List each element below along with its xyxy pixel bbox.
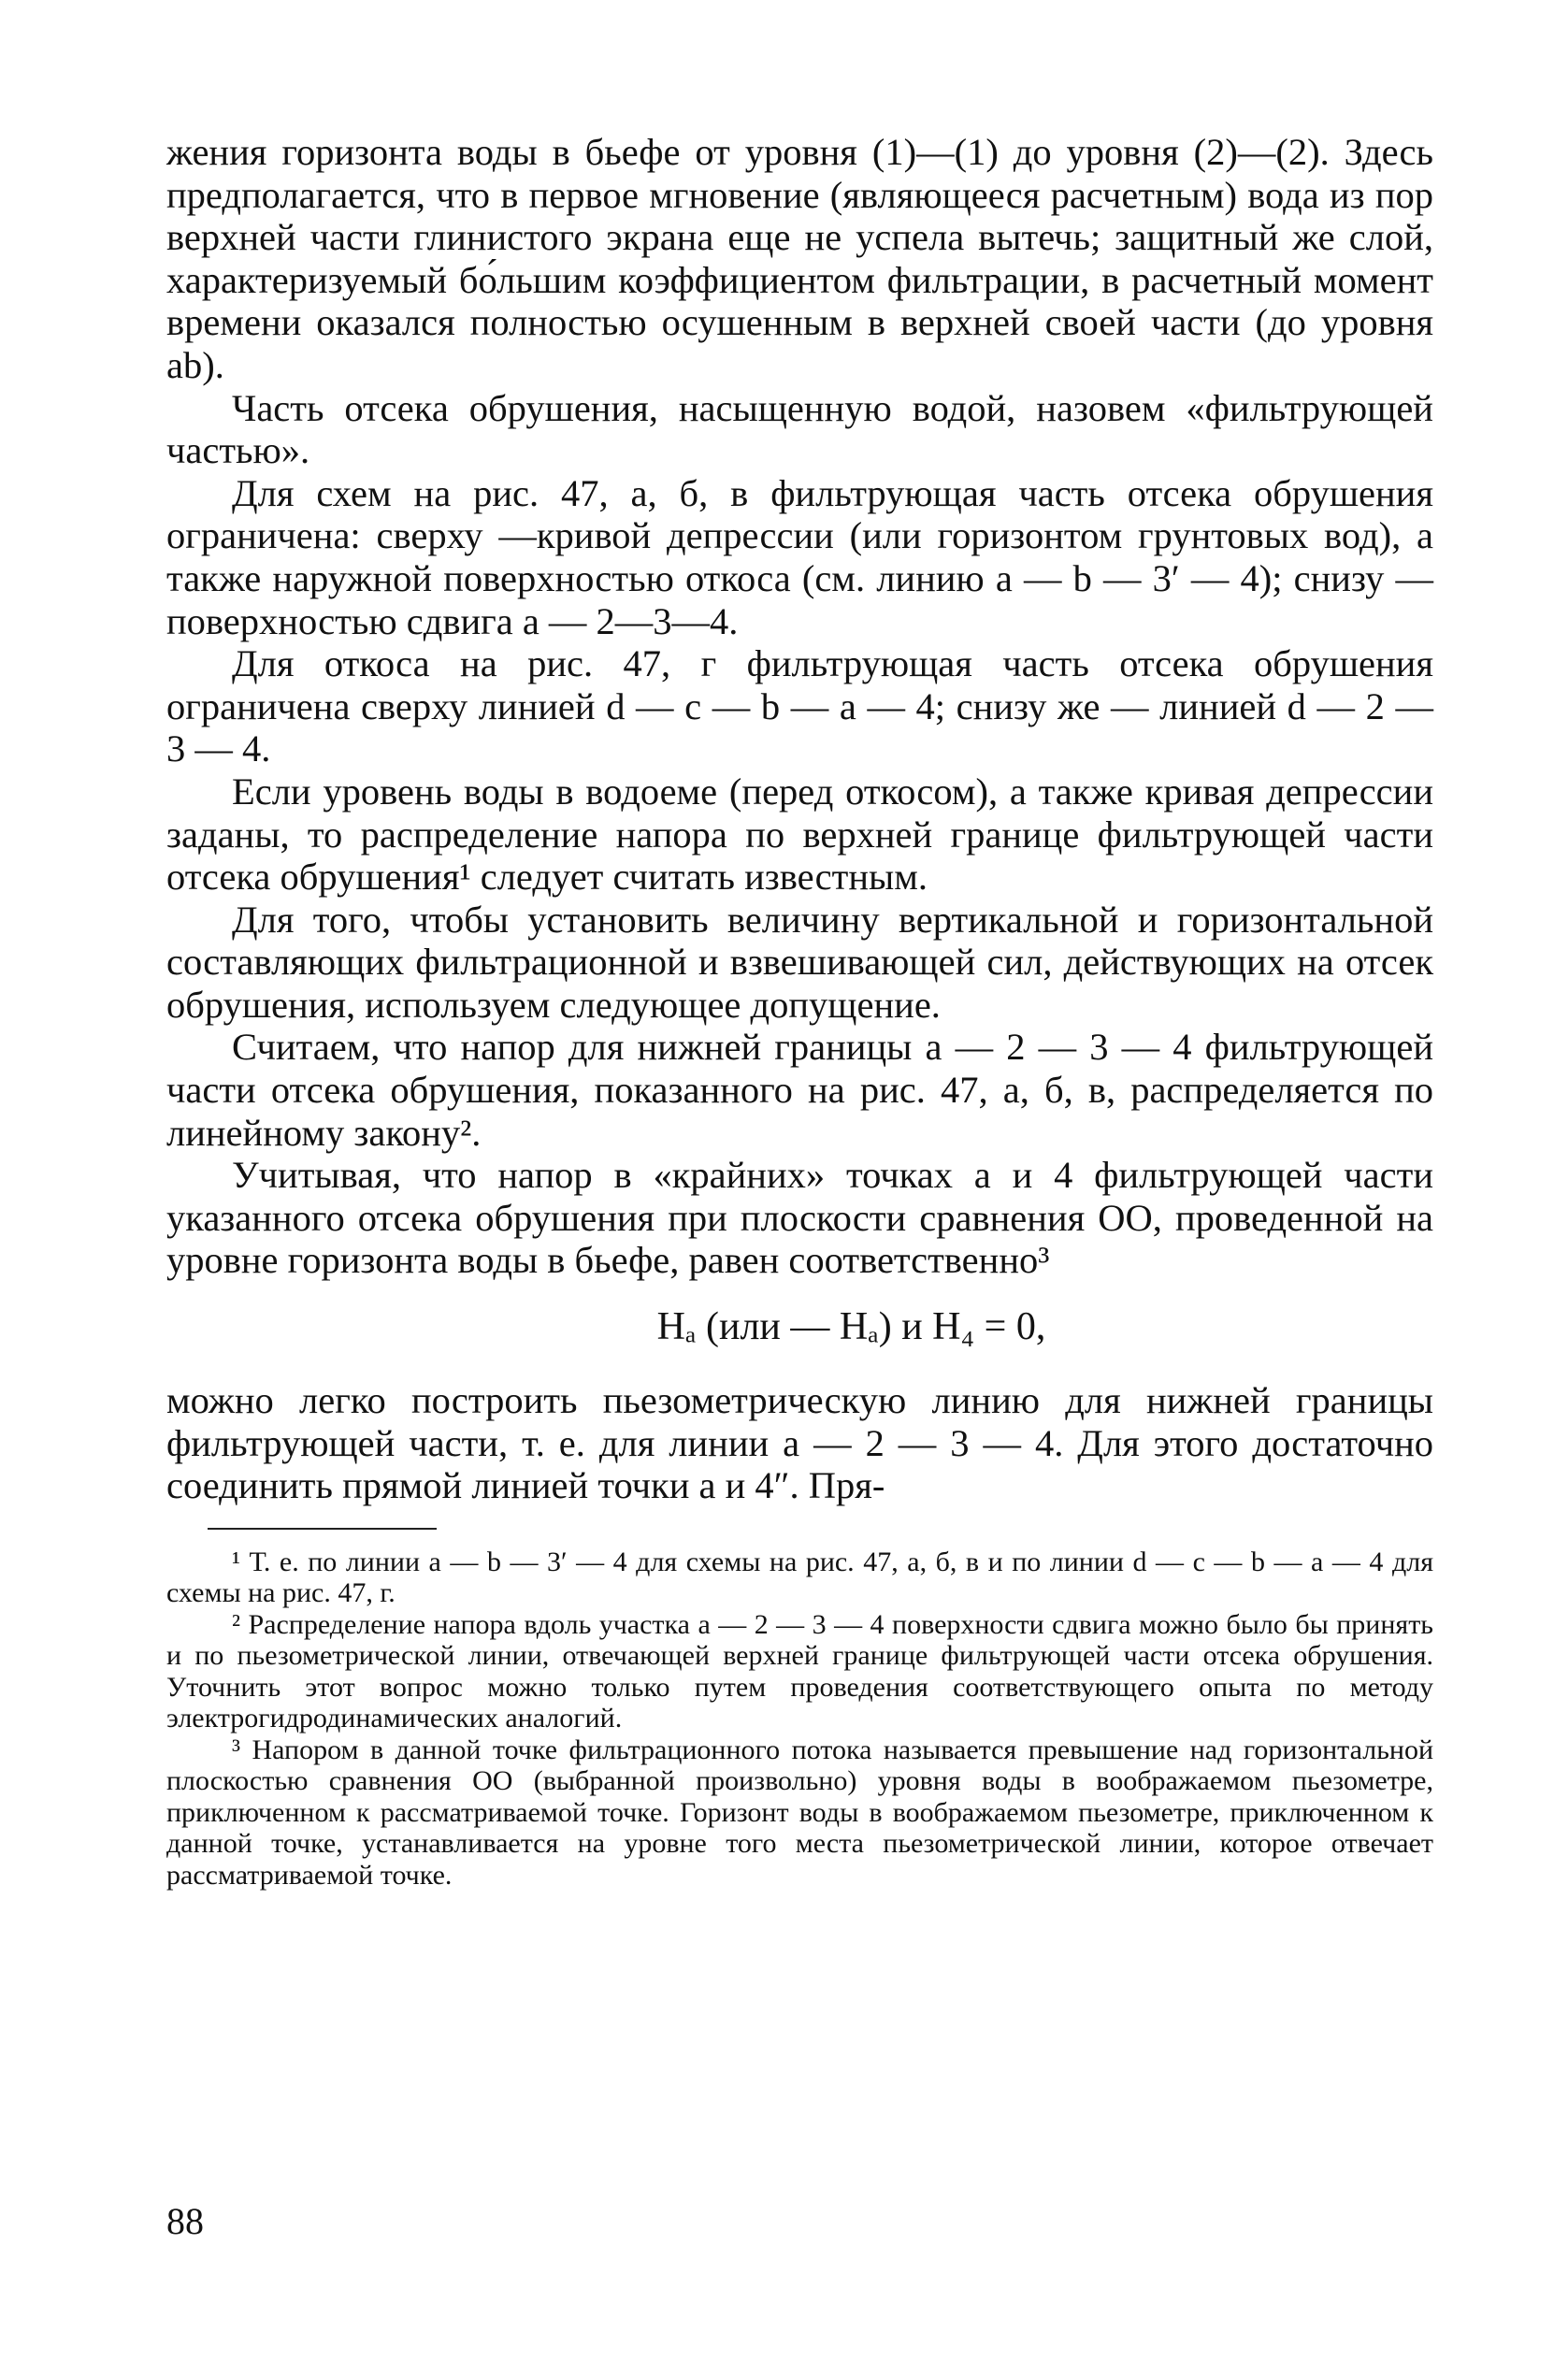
paragraph-water-level: Если уровень воды в водоеме (перед откосом), а также кривая депрессии заданы, то распределение напора по верхней границе фильтрующей части отсека обрушения¹ следует считать известным. <box>166 770 1433 899</box>
page-number: 88 <box>166 2200 204 2242</box>
paragraph-continuation: жения горизонта воды в бьефе от уровня (1)—(1) до уровня (2)—(2). Здесь предполагается, что в первое мгновение (являющееся расчетным) вода из пор верхней части глинистого экрана еще не успела вытечь; защитный же слой, характеризуемый бо́льшим коэффициентом фильтрации, в расчетный момент времени оказался полностью осушенным в верхней своей части (до уровня ab). <box>166 131 1433 386</box>
footnote-separator <box>208 1528 437 1530</box>
paragraph-slope-g: Для откоса на рис. 47, г фильтрующая часть отсека обрушения ограничена сверху линией d — c — b — a — 4; снизу же — линией d — 2 — 3 — 4. <box>166 642 1433 770</box>
footnote-2: ² Распределение напора вдоль участка а — 2 — 3 — 4 поверхности сдвига можно было бы принять и по пьезометрической линии, отвечающей верхней границе фильтрующей части отсека обрушения. Уточнить этот вопрос можно только путем проведения соответствующего опыта по методу электрогидродинамических аналогий. <box>166 1608 1433 1734</box>
paragraph-assumption: Для того, чтобы установить величину вертикальной и горизонтальной составляющих фильтрационной и взвешивающей сил, действующих на отсек обрушения, используем следующее допущение. <box>166 898 1433 1026</box>
footnote-3: ³ Напором в данной точке фильтрационного потока называется превышение над горизонтальной плоскостью сравнения OO (выбранной произвольно) уровня воды в воображаемом пьезометре, приключенном к рассматриваемой точке. Горизонт воды в воображаемом пьезометре, приключенном к данной точке, устанавливается на уровне того места пьезометрической линии, которое отвечает рассматриваемой точке. <box>166 1734 1433 1891</box>
formula-head: Hₐ (или — Hₐ) и H₄ = 0, <box>656 1305 1046 1349</box>
page-body <box>166 131 1433 1891</box>
paragraph-filtering-part: Часть отсека обрушения, насыщенную водой, назовем «фильтрующей частью». <box>166 386 1433 472</box>
paragraph-head-points: Учитывая, что напор в «крайних» точках а и 4 фильтрующей части указанного отсека обрушения при плоскости сравнения OO, проведенной на уровне горизонта воды в бьефе, равен соответственно³ <box>166 1154 1433 1282</box>
paragraph-schemes-abv: Для схем на рис. 47, а, б, в фильтрующая часть отсека обрушения ограничена: сверху —кривой депрессии (или горизонтом грунтовых вод), а также наружной поверхностью откоса (см. линию а — b — 3′ — 4); снизу —поверхностью сдвига а — 2—3—4. <box>166 471 1433 642</box>
footnote-1: ¹ Т. е. по линии а — b — 3′ — 4 для схемы на рис. 47, а, б, в и по линии d — c — b — a — 4 для схемы на рис. 47, г. <box>166 1546 1433 1609</box>
paragraph-piezometric-line: можно легко построить пьезометрическую линию для нижней границы фильтрующей части, т. е. для линии а — 2 — 3 — 4. Для этого достаточно соединить прямой линией точки а и 4″. Пря- <box>166 1379 1433 1507</box>
paragraph-linear-law: Считаем, что напор для нижней границы а — 2 — 3 — 4 фильтрующей части отсека обрушения, показанного на рис. 47, а, б, в, распределяется по линейному закону². <box>166 1026 1433 1154</box>
